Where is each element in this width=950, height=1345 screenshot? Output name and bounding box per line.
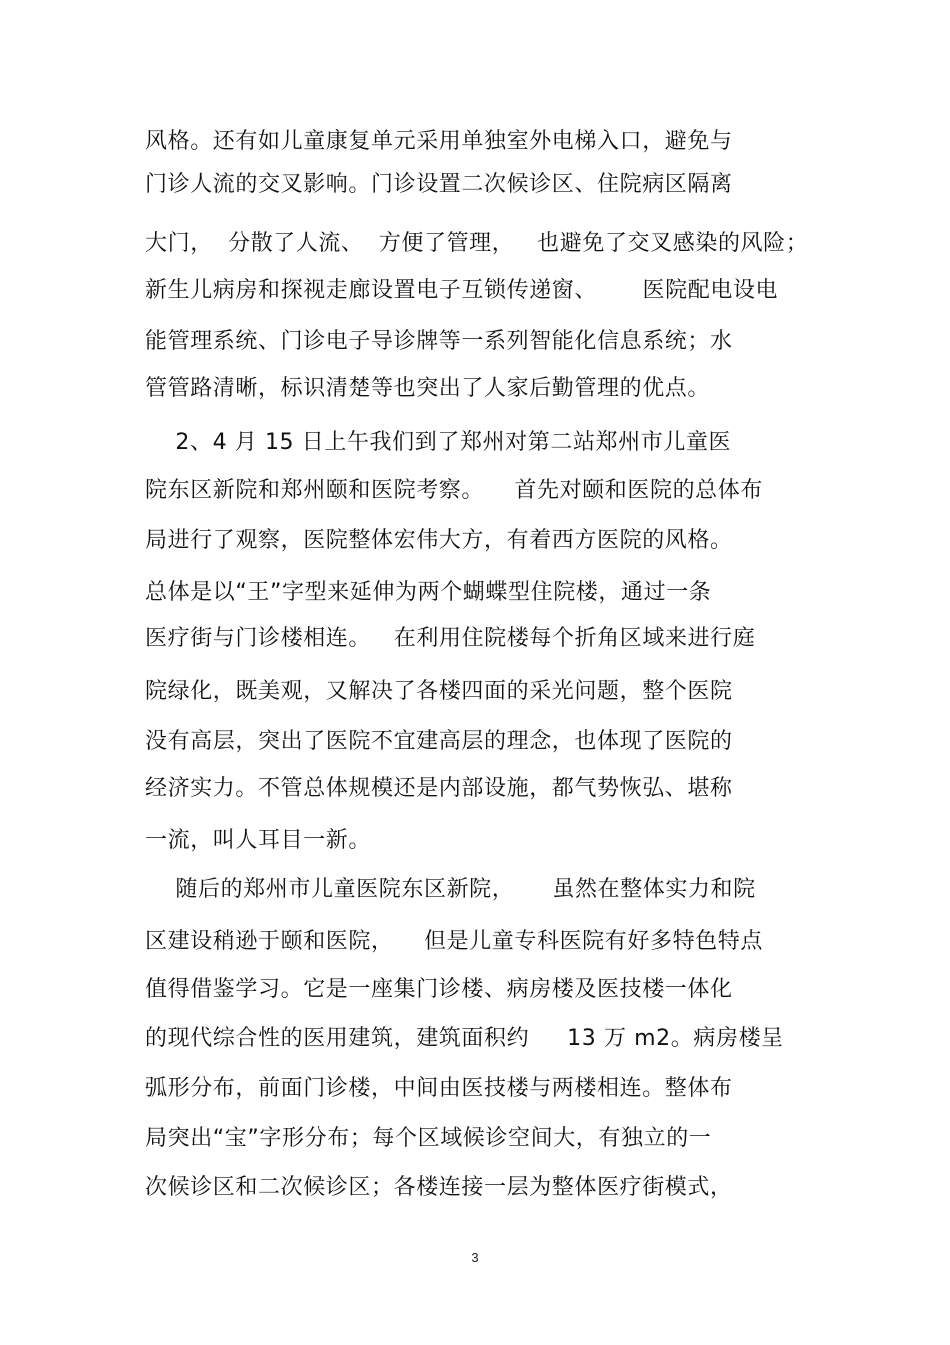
text-line: 新生儿病房和探视走廊设置电子互锁传递窗、 医院配电设电 xyxy=(145,278,779,303)
text-line: 随后的郑州市儿童医院东区新院， 虽然在整体实力和院 xyxy=(145,877,756,902)
text-line: 能管理系统、门诊电子导诊牌等一系列智能化信息系统；水 xyxy=(145,329,733,354)
text-line: 2、4 月 15 日上午我们到了郑州对第二站郑州市儿童医 xyxy=(145,430,732,455)
text-line: 总体是以“王”字型来延伸为两个蝴蝶型住院楼，通过一条 xyxy=(145,580,712,605)
text-line: 经济实力。不管总体规模还是内部设施，都气势恢弘、堪称 xyxy=(145,776,733,801)
text-line: 一流，叫人耳目一新。 xyxy=(145,828,372,853)
text-line: 院绿化，既美观，又解决了各楼四面的采光问题，整个医院 xyxy=(145,679,733,704)
text-line: 值得借鉴学习。它是一座集门诊楼、病房楼及医技楼一体化 xyxy=(145,977,733,1002)
text-line: 局突出“宝”字形分布；每个区域候诊空间大，有独立的一 xyxy=(145,1126,712,1151)
text-line: 门诊人流的交叉影响。门诊设置二次候诊区、住院病区隔离 xyxy=(145,172,733,197)
text-line: 次候诊区和二次候诊区；各楼连接一层为整体医疗街模式， xyxy=(145,1175,733,1200)
text-line: 局进行了观察，医院整体宏伟大方，有着西方医院的风格。 xyxy=(145,528,733,553)
text-line: 没有高层，突出了医院不宜建高层的理念，也体现了医院的 xyxy=(145,729,733,754)
text-line: 区建设稍逊于颐和医院， 但是儿童专科医院有好多特色特点 xyxy=(145,929,763,954)
text-line: 院东区新院和郑州颐和医院考察。 首先对颐和医院的总体布 xyxy=(145,478,763,503)
text-line: 弧形分布，前面门诊楼，中间由医技楼与两楼相连。整体布 xyxy=(145,1076,733,1101)
text-line: 医疗街与门诊楼相连。 在利用住院楼每个折角区域来进行庭 xyxy=(145,626,756,651)
text-line: 大门， 分散了人流、 方便了管理， 也避免了交叉感染的风险； xyxy=(145,231,809,256)
text-line: 的现代综合性的医用建筑，建筑面积约 13 万 m2。病房楼呈 xyxy=(145,1026,784,1051)
text-line: 风格。还有如儿童康复单元采用单独室外电梯入口，避免与 xyxy=(145,129,733,154)
text-line: 管管路清晰，标识清楚等也突出了人家后勤管理的优点。 xyxy=(145,376,711,401)
page-number: 3 xyxy=(471,1250,479,1265)
